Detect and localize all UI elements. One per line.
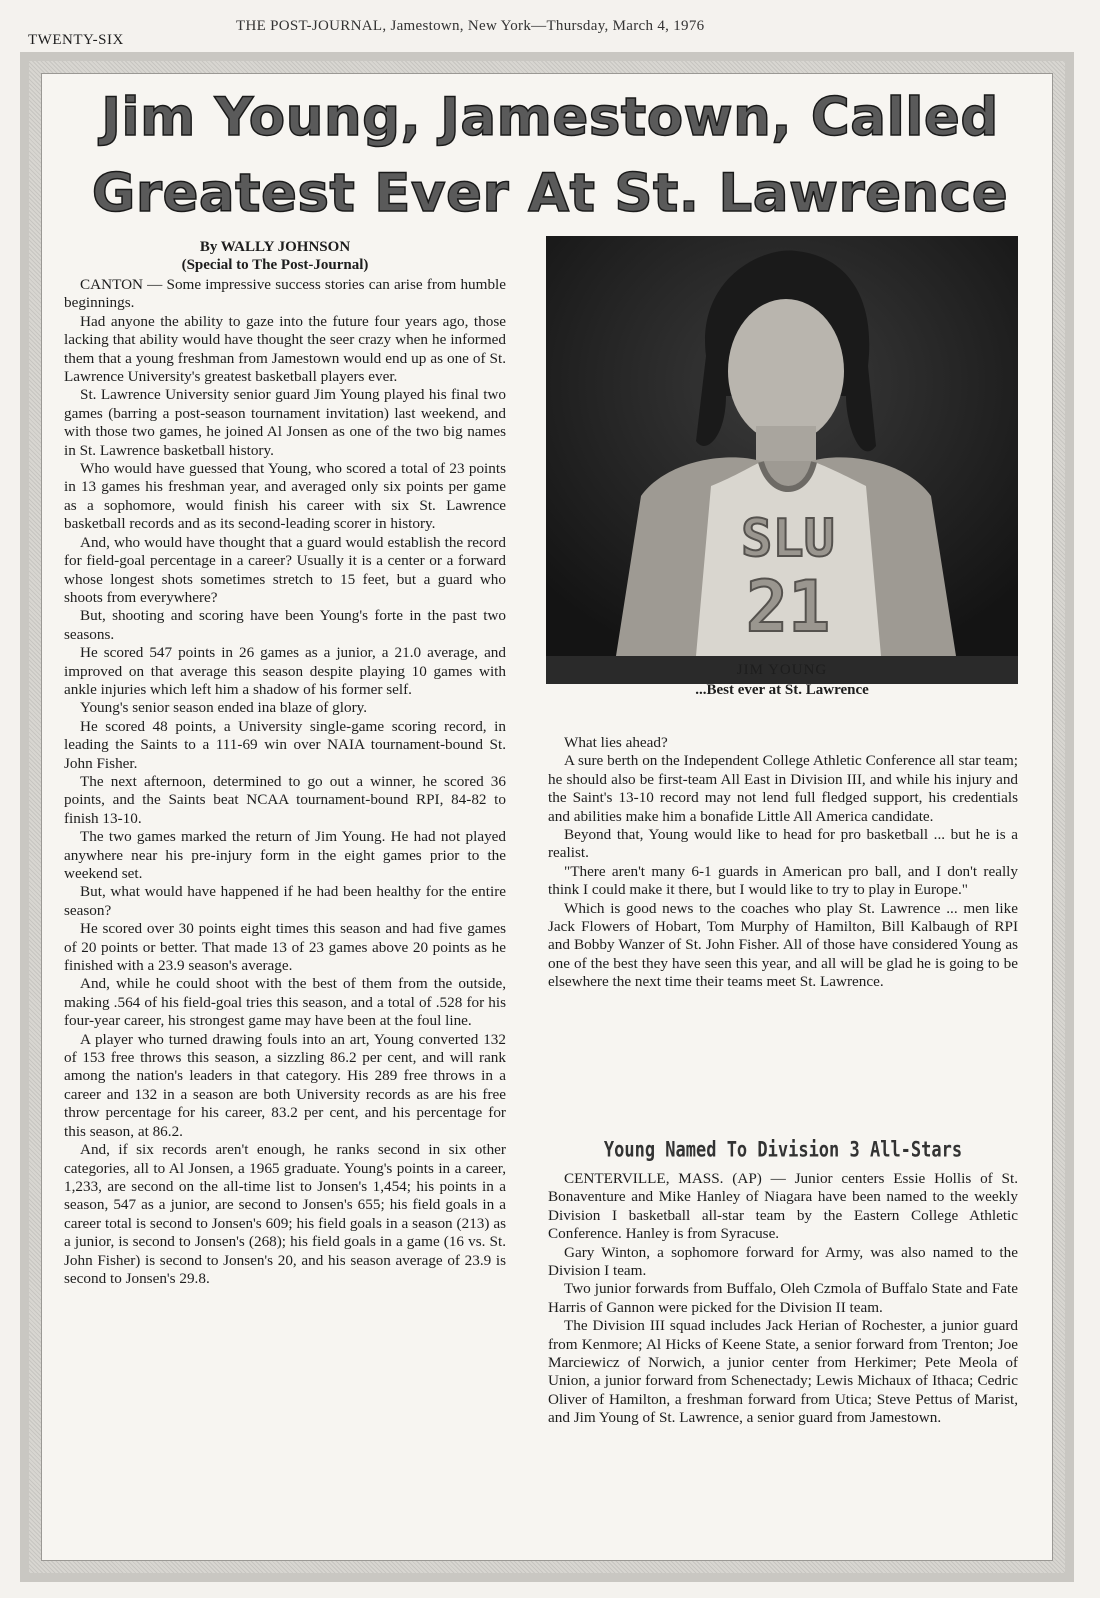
masthead: THE POST-JOURNAL, Jamestown, New York—Thursday, March 4, 1976 [236,18,705,34]
article-column-left [64,276,506,1288]
paragraph: Young's senior season ended ina blaze of glory. [80,699,368,717]
paragraph: And, who would have thought that a guard would establish the record for field-goal percentage in a career? Usually it is a center or a forward whose longest shots sometimes stretch to 15 feet, but a guard who shoots from everywhere? [64,533,506,606]
headline-line-1: Jim Young, Jamestown, Called [101,87,999,148]
sidebar-headline: Young Named To Division 3 All-Stars [603,1137,963,1163]
paragraph: Gary Winton, a sophomore forward for Army, was also named to the Division I team. [548,1243,1018,1280]
paragraph: The Division III squad includes Jack Herian of Rochester, a junior guard from Kenmore; Al Hicks of Keene State, a senior forward from Trenton; Joe Marciewicz of Norwich, a junior center from Herkimer; Pete Meola of Union, a junior forward from Schenectady; Lewis Michaux of Ithaca; Cedric Oliver of Hamilton, a freshman forward from Utica; Steve Pettus of Marist, and Jim Young of St. Lawrence, a senior guard from Jamestown. [548,1317,1018,1427]
paragraph: But, shooting and scoring have been Young's forte in the past two seasons. [64,607,506,643]
headline-line-2: Greatest Ever At St. Lawrence [91,163,1009,224]
paragraph: He scored 48 points, a University single-game scoring record, in leading the Saints to a 111-69 win over NAIA tournament-bound St. John Fisher. [64,717,506,772]
paragraph: Had anyone the ability to gaze into the future four years ago, those lacking that ability would have thought the seer crazy when he informed them that a young freshman from Jamestown would end up as one of St. Lawrence University's greatest basketball players ever. [64,312,506,386]
paragraph: A player who turned drawing fouls into an art, Young converted 132 of 153 free throws this season, a sizzling 86.2 per cent, and will rank among the nation's leaders in that category. His 289 free throws in a career and 132 in a season are both University records as are his free throw percentage for his career, 83.2 per cent, and his percentage for this season, at 86.2. [64,1030,506,1140]
caption-name: JIM YOUNG [736,662,828,678]
paragraph: St. Lawrence University senior guard Jim Young played his final two games (barring a post-season tournament invitation) last weekend, and with those two games, he joined Al Jonsen as one of the two big names in St. Lawrence basketball history. [64,386,506,459]
paragraph: And, if six records aren't enough, he ranks second in six other categories, all to Al Jonsen, a 1965 graduate. Young's points in a career, 1,233, are second on the all-time list to Jonsen's 1,454; his points in a season, 547 as a junior, are second to Jonsen's 655; his field goals in a career total is second to Jonsen's 609; his field goals in a season (213) as a junior, is second to Jonsen's (268); his field goals in a game (16 vs. St. John Fisher) is second to Jonsen's 20, and his season average of 23.9 is second to Jonsen's 29.8. [64,1141,506,1287]
paragraph: "There aren't many 6-1 guards in American pro ball, and I don't really think I could make it there, but I would like to try to play in Europe." [548,862,1018,899]
paragraph: CANTON — Some impressive success stories can arise from humble beginnings. [64,276,506,312]
paragraph: But, what would have happened if he had been healthy for the entire season? [64,883,506,919]
photo-caption [546,660,1018,700]
caption-subtitle: ...Best ever at St. Lawrence [695,682,869,698]
paragraph: Two junior forwards from Buffalo, Oleh Czmola of Buffalo State and Fate Harris of Gannon were picked for the Division II team. [548,1280,1018,1316]
byline [150,238,400,274]
paragraph: CENTERVILLE, MASS. (AP) — Junior centers Essie Hollis of St. Bonaventure and Mike Hanley of Niagara have been named to the weekly Division I basketball all-star team by the Eastern College Athletic Conference. Hanley is from Syracuse. [548,1170,1018,1243]
paragraph: A sure berth on the Independent College Athletic Conference all star team; he should also be first-team All East in Division III, and while his injury and the Saint's 13-10 record may not lend full fledged support, his credentials and abilities make him a bonafide Little All America candidate. [548,752,1018,825]
player-photo [546,236,1018,684]
byline-author: By WALLY JOHNSON [199,239,351,255]
sidebar-article [548,1170,1018,1428]
paragraph: Who would have guessed that Young, who scored a total of 23 points in 13 games his freshman year, and averaged only six points per game as a sophomore, would finish his career with six St. Lawrence basketball records and as its second-leading scorer in history. [64,460,506,533]
headline [0,80,1100,232]
paragraph: What lies ahead? [564,734,668,751]
paragraph: He scored over 30 points eight times this season and had five games of 20 points or better. That made 13 of 23 games above 20 points as he finished with a 23.9 season's average. [64,920,506,975]
paragraph: He scored 547 points in 26 games as a junior, a 21.0 average, and improved on that average this season despite playing 10 games with ankle injuries which left him a shadow of his former self. [64,644,506,698]
jersey-number: 21 [745,566,831,648]
paragraph: Beyond that, Young would like to head for pro basketball ... but he is a realist. [548,826,1018,862]
page-number: TWENTY-SIX [28,32,124,48]
jersey-letters: SLU [741,509,835,569]
article-column-right [548,734,1018,992]
paragraph: The next afternoon, determined to go out a winner, he scored 36 points, and the Saints beat NCAA tournament-bound RPI, 84-82 to finish 13-10. [64,772,506,827]
paragraph: And, while he could shoot with the best of them from the outside, making .564 of his field-goal tries this season, and a total of .528 for his four-year career, his strongest game may have been at the foul line. [64,975,506,1030]
player-photo-image [546,236,1018,656]
paragraph: Which is good news to the coaches who play St. Lawrence ... men like Jack Flowers of Hobart, Tom Murphy of Hamilton, Bill Kalbaugh of RPI and Bobby Wanzer of St. John Fisher. All of those have considered Young as one of the best they have seen this year, and all will be glad he is going to be elsewhere the next time their teams meet St. Lawrence. [548,899,1018,991]
paragraph: The two games marked the return of Jim Young. He had not played anywhere near his pre-injury form in the eight games prior to the weekend set. [64,828,506,882]
byline-source: (Special to The Post-Journal) [181,257,369,273]
